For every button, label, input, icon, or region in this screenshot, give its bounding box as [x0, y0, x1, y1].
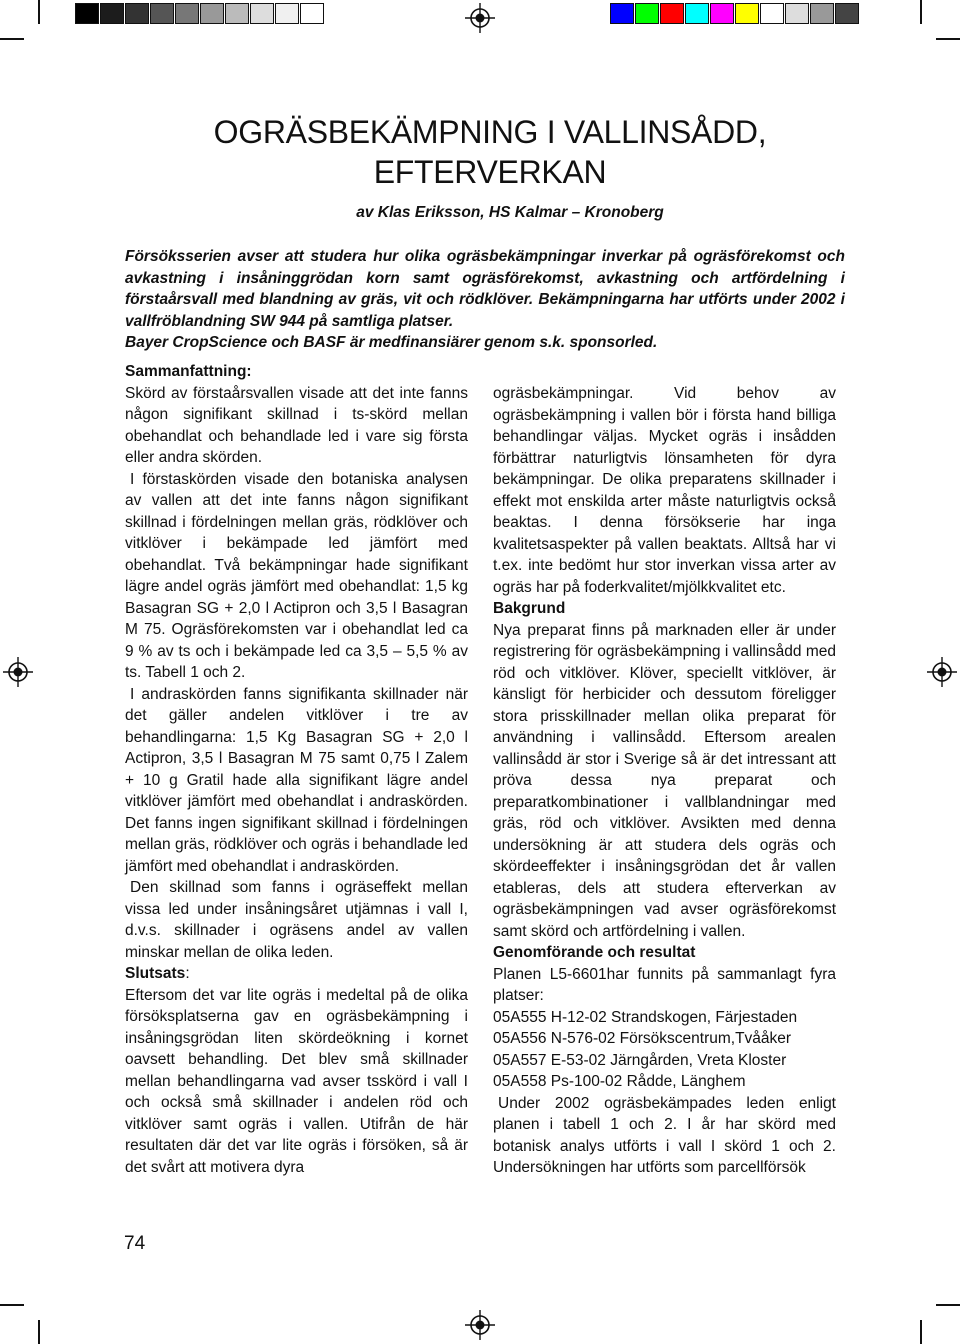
summary-paragraph: I förstaskörden visade den botaniska analysen av vallen att det inte fanns någon signifikant skillnad i fördelningen mellan gräs, rödklöver och vitklöver i bekämpade led jämfört med obehandlat. Två bekämpningar hade signifikant lägre andel ogräs jämfört med obehandlat: 1,5 kg Basagran SG + 2,0 l Actipron och 3,5 l Basagran M 75. Ogräsförekomsten var i obehandlat led ca 9 % av ts och i bekämpade led ca 3,5 – 5,5 % av ts. Tabell 1 och 2. — [125, 470, 468, 681]
crop-mark — [0, 38, 24, 40]
color-swatch — [75, 3, 99, 24]
crop-mark — [936, 38, 960, 40]
intro-abstract — [125, 246, 845, 354]
method-heading: Genomförande och resultat — [493, 944, 696, 961]
conclusion-heading-row — [125, 963, 468, 985]
site-entry: 05A558 Ps-100-02 Rådde, Länghem — [493, 1073, 746, 1090]
site-entry: 05A557 E-53-02 Järngården, Vreta Kloster — [493, 1051, 787, 1069]
crop-mark — [936, 1304, 960, 1306]
page-number: 74 — [124, 1233, 146, 1254]
byline: av Klas Eriksson, HS Kalmar – Kronoberg — [356, 204, 664, 221]
method-paragraph: Planen L5-6601har funnits på sammanlagt fyra platser: — [493, 965, 836, 1004]
color-swatch — [300, 3, 324, 24]
conclusion-colon: : — [185, 965, 190, 982]
registration-mark-icon — [465, 3, 495, 33]
color-swatch — [735, 3, 759, 24]
continuation-paragraph: ogräsbekämpningar. Vid behov av ogräsbekämpning i vallen bör i första hand billiga behandlingar väljas. Mycket ogräs i insådden förbättrar naturligtvis lönsamheten för dyra bekämpningar. De olika preparatens skillnader i effekt mot enskilda arter måste naturligtvis också beaktas. I denna försökserie har inga kvalitetsaspekter på vallen beaktats. Alltså har vi t.ex. inte bedömt hur stor inverkan vissa arter av ogräs har på foderkvalitet/mjölkkvalitet etc. — [493, 385, 836, 596]
color-swatch — [175, 3, 199, 24]
conclusion-heading: Slutsats — [125, 965, 186, 982]
method-paragraph: Under 2002 ogräsbekämpades leden enligt planen i tabell 1 och 2. I år har skörd med botanisk analys utförts i vall I skörd 1 och 2. Undersökningen har utförts som parcellförsök — [493, 1094, 836, 1176]
article-title — [120, 112, 860, 192]
sponsor-note: Bayer CropScience och BASF är medfinansiärer genom s.k. sponsorled. — [125, 334, 658, 352]
right-column — [493, 383, 836, 1179]
color-swatch — [760, 3, 784, 24]
color-swatch — [200, 3, 224, 24]
crop-mark — [38, 1320, 40, 1344]
color-swatch — [660, 3, 684, 24]
conclusion-paragraph: Eftersom det var lite ogräs i medeltal på de olika försöksplatserna gav en ogräsbekämpning i insåningsgrödan liten skördeökning i kornet oavsett behandling. Det blev små skillnader mellan behandlingarna vad avser tsskörd i vall I och också små skillnader i andelen röd och vitklöver samt ogräs i vallen. Utifrån de här resultaten där det var lite ogräs i försöken, så är det svårt att motivera dyra — [125, 986, 468, 1176]
left-column — [125, 361, 468, 1178]
summary-paragraph: I andraskörden fanns signifikanta skillnader när det gäller andelen vitklöver i tre av behandlingarna: 1,5 Kg Basagran SG + 2,0 l Actipron, 3,5 l Basagran M 75 samt 0,75 l Zalem + 10 g Gratil hade alla signifikant lägre andel vitklöver jämfört med obehandlat i andraskörden. Det fanns ingen signifikant skillnad i fördelningen mellan gräs, rödklöver och ogräs i behandlade led jämfört med obehandlat i andraskörden. — [125, 685, 468, 875]
color-swatch — [250, 3, 274, 24]
intro-paragraph: Försöksserien avser att studera hur olika ogräsbekämpningar inverkar på ogräsförekomst och avkastning i insåninggrödan korn samt ogräsförekomst, avkastning och artfördelning i förstaårsvall med blandning av gräs, vit och rödklöver. Bekämpningarna har utförts under 2002 i vallfröblandning SW 944 på samtliga platser. — [125, 248, 845, 330]
color-swatch — [685, 3, 709, 24]
summary-paragraph: Den skillnad som fanns i ogräseffekt mellan vissa led under insåningsåret utjämnas i vall I, d.v.s. skillnader i ogräsens andel av vallen minskar mellan de olika leden. — [125, 879, 468, 961]
registration-mark-icon — [927, 657, 957, 687]
crop-mark — [0, 1304, 24, 1306]
registration-mark-icon — [465, 1310, 495, 1340]
color-swatch — [275, 3, 299, 24]
color-swatch — [100, 3, 124, 24]
crop-mark — [920, 0, 922, 24]
title-line-1: OGRÄSBEKÄMPNING I VALLINSÅDD, — [213, 114, 767, 150]
color-swatch — [150, 3, 174, 24]
color-swatch — [610, 3, 634, 24]
site-entry: 05A556 N-576-02 Försökscentrum,Tvååker — [493, 1030, 792, 1047]
crop-mark — [920, 1320, 922, 1344]
summary-heading: Sammanfattning: — [125, 363, 252, 380]
color-swatch — [125, 3, 149, 24]
background-heading: Bakgrund — [493, 600, 566, 617]
crop-mark — [38, 0, 40, 24]
color-bar — [610, 3, 860, 26]
color-swatch — [635, 3, 659, 24]
registration-mark-icon — [3, 657, 33, 687]
color-swatch — [810, 3, 834, 24]
background-paragraph: Nya preparat finns på marknaden eller är under registrering för ogräsbekämpning i vallinsådd med röd och vitklöver. Klöver, speciellt vitklöver, är känsligt för herbicider och dessutom föreligger stora prisskillnader mellan olika preparat för användning i vallinsådd. Eftersom arealen vallinsådd är stor i Sverige så är det intressant att pröva dessa nya preparat och preparatkombinationer i vallblandningar med gräs, röd och vitklöver. Avsikten med denna undersökning är att studera dels ogräs och skördeeffekter i insåningsgrödan det år vallen etableras, dels att studera efterverkan av ogräsbekämpningen vad avser ogräsförekomst samt skörd och artfördelning i vallen. — [493, 621, 836, 940]
color-swatch — [225, 3, 249, 24]
color-swatch — [785, 3, 809, 24]
title-line-2: EFTERVERKAN — [373, 154, 607, 190]
summary-paragraph: Skörd av förstaårsvallen visade att det inte fanns någon signifikant skillnad i ts-skörd mellan obehandlat och behandlade led i vare sig första eller andra skörden. — [125, 384, 468, 466]
color-swatch — [710, 3, 734, 24]
color-swatch — [835, 3, 859, 24]
gray-scale-bar — [75, 3, 325, 26]
site-entry: 05A555 H-12-02 Strandskogen, Färjestaden — [493, 1008, 798, 1026]
